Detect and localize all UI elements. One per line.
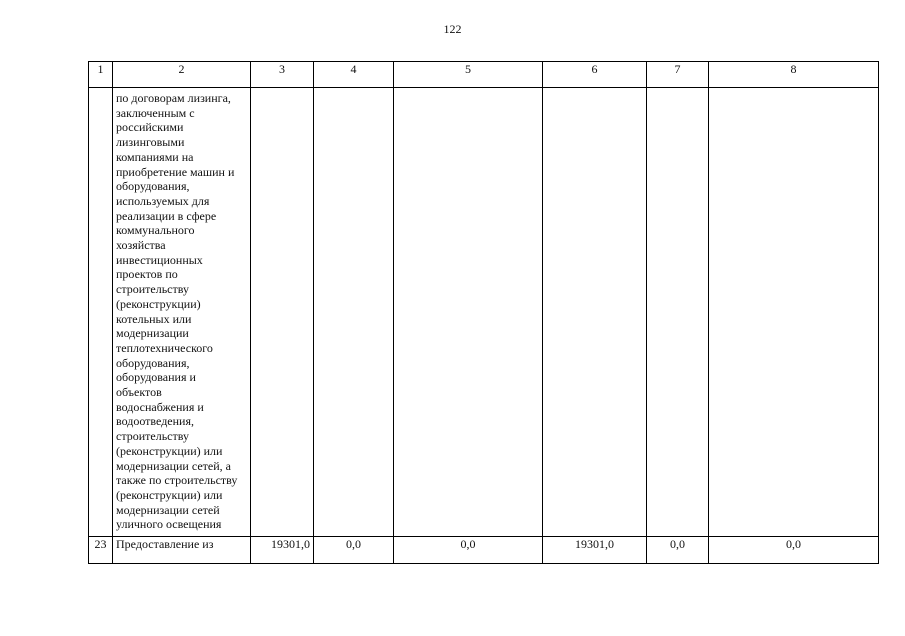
value-cell [709,88,879,537]
value-cell: 0,0 [394,537,543,564]
header-cell: 8 [709,62,879,88]
value-cell: 0,0 [314,537,394,564]
description-line: оборудования, [116,355,190,370]
description-line: водоснабжения и [116,399,204,414]
description-line: приобретение машин и [116,164,235,179]
description-line: строительству [116,429,189,444]
value-cell: 19301,0 [543,537,647,564]
value-cell [394,88,543,537]
description-line: реализации в сфере [116,208,217,223]
description-line: модернизации сетей, а [116,458,231,473]
header-cell: 6 [543,62,647,88]
value-cell: 0,0 [647,537,709,564]
description-line: водоотведения, [116,414,194,429]
header-cell: 3 [251,62,314,88]
budget-table [88,61,879,564]
description-line: лизинговыми [116,135,185,150]
description-line: модернизации сетей [116,502,220,517]
description-line: также по строительству [116,473,238,488]
description-line: хозяйства [116,238,166,253]
table-row [89,537,879,564]
header-cell: 4 [314,62,394,88]
description-line: коммунального [116,223,195,238]
description-text [116,91,247,532]
value-cell [251,88,314,537]
description-line: оборудования и [116,370,196,385]
description-line: теплотехнического [116,340,213,355]
row-description-cell [113,88,251,537]
value-cell: 0,0 [709,537,879,564]
header-cell: 7 [647,62,709,88]
description-line: объектов [116,385,162,400]
description-line: российскими [116,120,184,135]
description-line: (реконструкции) или [116,443,223,458]
description-line: заключенным с [116,105,195,120]
header-cell: 2 [113,62,251,88]
page-number: 122 [443,22,462,36]
header-cell: 5 [394,62,543,88]
value-cell [314,88,394,537]
description-line: оборудования, [116,179,190,194]
description-line: компаниями на [116,149,194,164]
description-line: модернизации [116,326,189,341]
description-line: уличного освещения [116,517,222,532]
header-cell: 1 [89,62,113,88]
description-line: используемых для [116,193,210,208]
value-cell [647,88,709,537]
row-description-cell: Предоставление из [113,537,251,564]
description-line: проектов по [116,267,178,282]
table-header-row [89,62,879,88]
description-line: по договорам лизинга, [116,91,231,105]
description-line: (реконструкции) [116,296,201,311]
row-number-cell: 23 [89,537,113,564]
description-line: котельных или [116,311,192,326]
value-cell: 19301,0 [251,537,314,564]
description-line: строительству [116,282,189,297]
description-line: инвестиционных [116,252,203,267]
row-number-cell [89,88,113,537]
description-line: (реконструкции) или [116,487,223,502]
value-cell [543,88,647,537]
table-row [89,88,879,537]
